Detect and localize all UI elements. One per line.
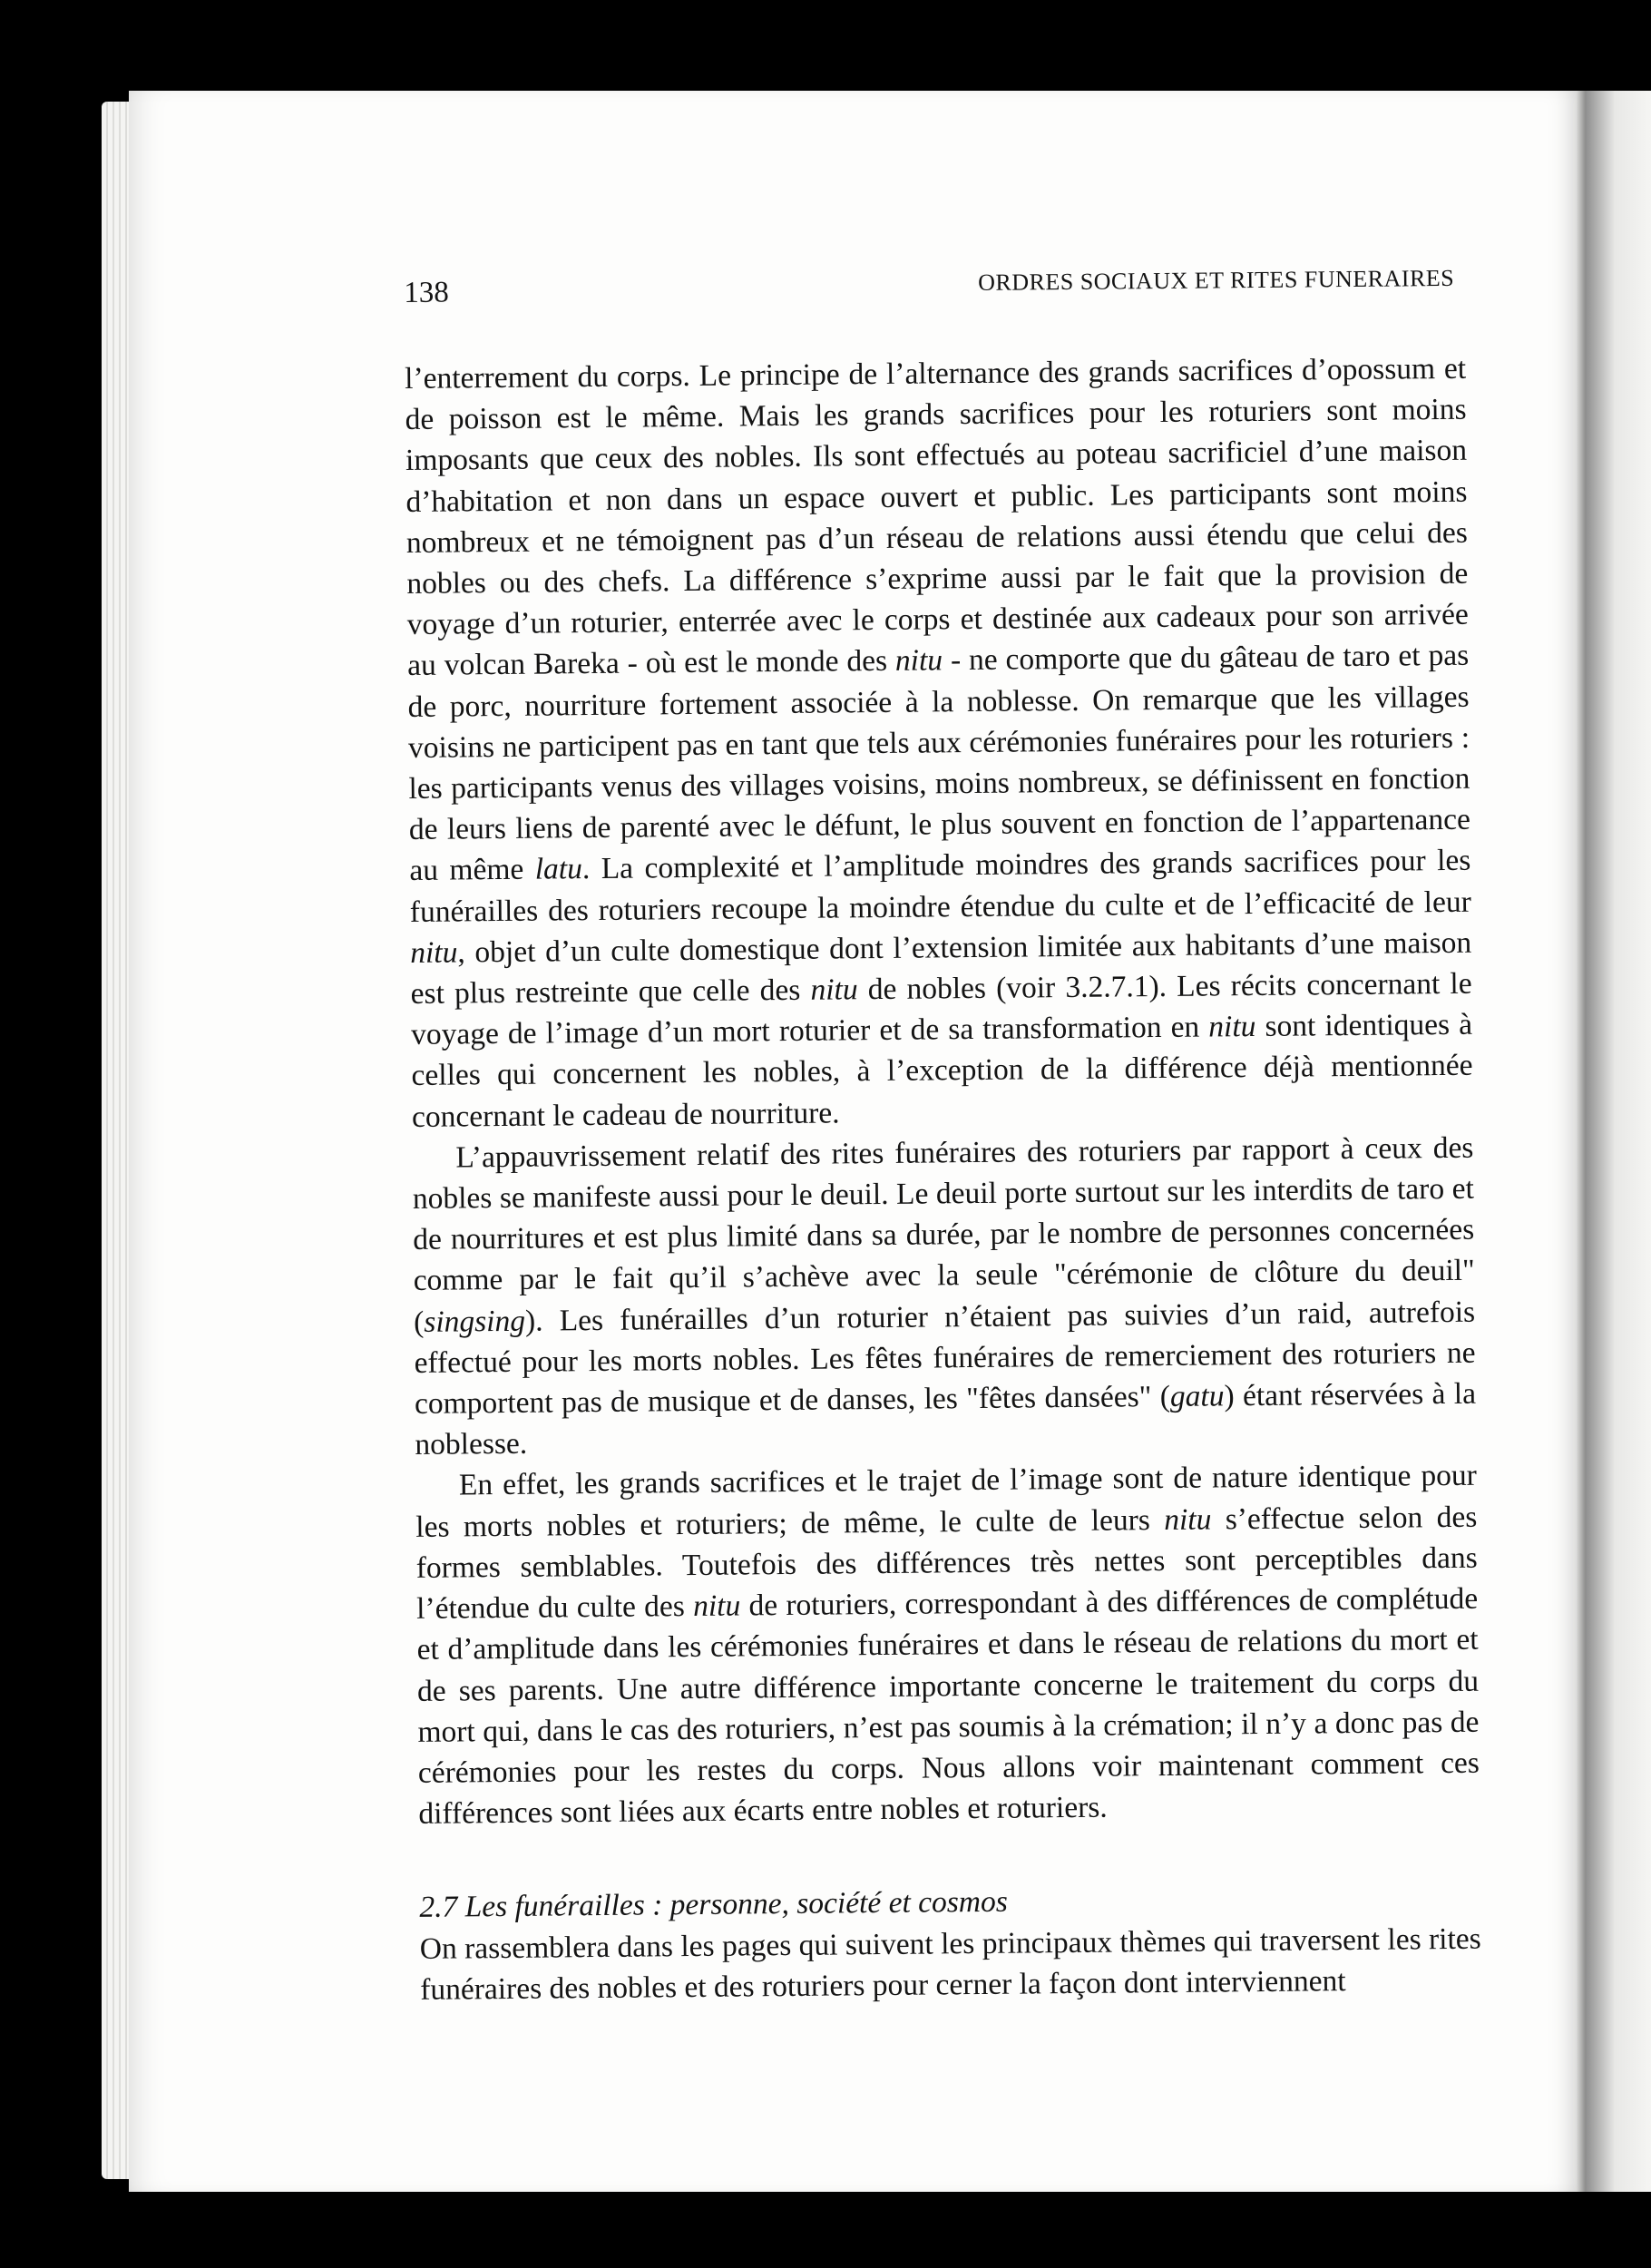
section-heading: 2.7 Les funérailles : personne, société et cosmos (419, 1885, 1009, 1925)
page-number: 138 (404, 276, 449, 309)
facing-page-edge (1586, 91, 1651, 2192)
paragraph-2: L’appauvrissement relatif des rites funéraires des roturiers par rapport à ceux des nobles se manifeste aussi pour le deuil. Le deuil porte surtout sur les interdits de taro et de nourritures et est plus limité dans sa durée, par le nombre de personnes concernées comme par le fait qu’il s’achève avec la seule "cérémonie de clôture du deuil" (singsing). Les funérailles d’un roturier n’étaient pas suivies d’un raid, autrefois effectué pour les morts nobles. Les fêtes funéraires de remerciement des roturiers ne comportent pas de musique et de danses, les "fêtes dansées" (gatu) étant réservées à la noblesse. (412, 1130, 1477, 1462)
paragraph-3: En effet, les grands sacrifices et le trajet de l’image sont de nature identique pour les morts nobles et roturiers; de même, le culte de leurs nitu s’effectue selon des formes semblables. Toutefois des différences très nettes sont perceptibles dans l’étendue du culte des nitu de roturiers, correspondant à des différences de complétude et d’amplitude dans les cérémonies funéraires et dans le réseau de relations du mort et de ses parents. Une autre différence importante concerne le traitement du corps du mort qui, dans le cas des roturiers, n’est pas soumis à la crémation; il n’y a donc pas de cérémonies pour les restes du corps. Nous allons voir maintenant comment ces différences sont liées aux écarts entre nobles et roturiers. (415, 1459, 1480, 1832)
body-text (405, 348, 1481, 2010)
running-head (404, 258, 1466, 322)
section-intro-paragraph: On rassemblera dans les pages qui suivent les principaux thèmes qui traversent les rites funéraires des nobles et des roturiers pour cerner la façon dont interviennent (419, 1921, 1481, 2007)
running-title: ORDRES SOCIAUX ET RITES FUNERAIRES (978, 264, 1455, 296)
page-content (404, 258, 1481, 2010)
paragraph-1: l’enterrement du corps. Le principe de l’alternance des grands sacrifices d’opossum et de poisson est le même. Mais les grands sacrifices pour les roturiers sont moins imposants que ceux des nobles. Ils sont effectués au poteau sacrificiel d’une maison d’habitation et non dans un espace ouvert et public. Les participants sont moins nombreux et ne témoignent pas d’un réseau de relations aussi étendu que celui des nobles ou des chefs. La différence s’exprime aussi par le fait que la provision de voyage d’un roturier, enterrée avec le corps et destinée aux cadeaux pour son arrivée au volcan Bareka - où est le monde des nitu - ne comporte que du gâteau de taro et pas de porc, nourriture fortement associée à la noblesse. On remarque que les villages voisins ne participent pas en tant que tels aux cérémonies funéraires pour les roturiers : les participants venus des villages voisins, moins nombreux, se définissent en fonction de leurs liens de parenté avec le défunt, le plus souvent en fonction de l’appartenance au même latu. La complexité et l’amplitude moindres des grands sacrifices pour les funérailles des roturiers recoupe la moindre étendue du culte et de l’efficacité de leur nitu, objet d’un culte domestique dont l’extension limitée aux habitants d’une maison est plus restreinte que celle des nitu de nobles (voir 3.2.7.1). Les récits concernant le voyage de l’image d’un mort roturier et de sa transformation en nitu sont identiques à celles qui concernent les nobles, à l’exception de la différence déjà mentionnée concernant le cadeau de nourriture. (404, 351, 1473, 1134)
